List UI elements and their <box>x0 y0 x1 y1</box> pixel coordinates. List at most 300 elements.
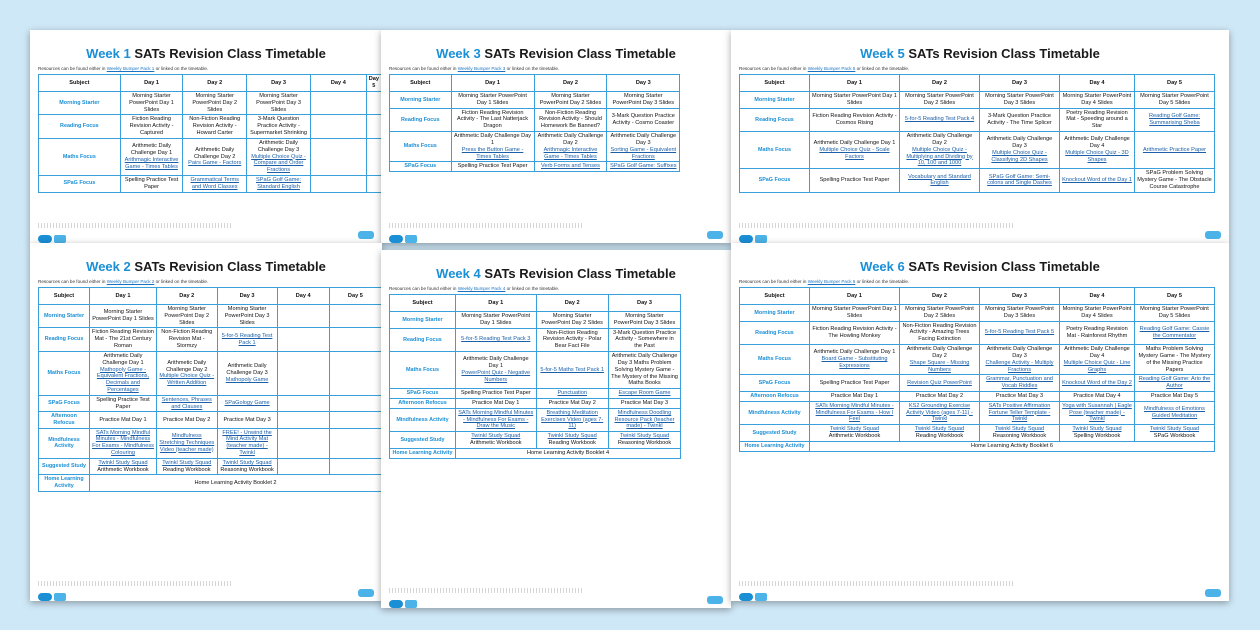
resource-link[interactable]: Grammar, Punctuation and Vocab Riddles <box>986 376 1053 390</box>
timetable-row <box>740 305 1215 322</box>
timetable-cell <box>980 391 1060 401</box>
row-label: Reading Focus <box>390 328 456 351</box>
row-label: Reading Focus <box>39 115 121 138</box>
resource-link[interactable]: Vocabulary and Standard English <box>908 173 971 187</box>
resource-link[interactable]: Verb Forms and Tenses <box>540 163 600 170</box>
timetable-cell <box>810 169 900 192</box>
bumper-pack-link[interactable]: Weekly Bumper Pack 6 <box>807 279 856 284</box>
resource-link[interactable]: Arithmagic Interactive Game - Times Tables <box>543 146 598 160</box>
timetable-row <box>390 352 731 389</box>
timetable-cell <box>183 92 247 115</box>
timetable-cell <box>900 345 980 375</box>
timetable-title <box>731 46 1229 61</box>
resource-link[interactable]: Mindfulness of Emotions Guided Meditation <box>1144 406 1205 419</box>
cell-text: Reading Workbook <box>548 440 596 446</box>
timetable-cell <box>156 395 217 412</box>
resource-link[interactable]: Twinkl Study Squad <box>914 426 965 433</box>
day-header: Day 2 <box>900 288 980 305</box>
cell-text: Morning Starter PowerPoint Day 1 Slides <box>92 309 154 323</box>
bumper-pack-link[interactable]: Weekly Bumper Pack 5 <box>807 66 856 71</box>
resource-link[interactable]: 5-for-5 Reading Test Pack 1 <box>221 332 273 346</box>
day-header: Day 1 <box>90 288 157 305</box>
timetable-cell <box>310 175 366 192</box>
header-row <box>390 295 731 312</box>
timetable-cell <box>534 162 607 172</box>
timetable-cell <box>900 375 980 392</box>
cell-text: Arithmetic Daily Challenge Day 1 <box>813 139 896 146</box>
timetable-cell <box>277 395 329 412</box>
row-label: Mindfulness Activity <box>39 428 90 458</box>
bumper-pack-link[interactable]: Weekly Bumper Pack 2 <box>106 279 155 284</box>
timetable-cell <box>217 305 277 328</box>
timetable-cell <box>1135 391 1215 401</box>
cell-text: Morning Starter PowerPoint Day 3 Slides <box>985 306 1054 319</box>
timetable-cell <box>451 108 534 131</box>
resource-link[interactable]: Board Game - Substituting Expressions <box>821 356 888 370</box>
resource-link[interactable]: 5-for-5 Reading Test Pack 3 <box>461 336 531 343</box>
cell-text: Poetry Reading Revision Mat - Rainforest Rhythm <box>1066 326 1128 339</box>
note-text-end: or linked on the timetable. <box>505 286 560 291</box>
row-label: Afternoon Refocus <box>390 398 456 408</box>
resource-link[interactable]: KS2 Grounding Exercise Activity Video (ages 7-11) - Twinkl <box>906 402 973 423</box>
cell-text: Morning Starter PowerPoint Day 1 Slides <box>129 93 174 113</box>
fine-print <box>389 588 582 593</box>
timetable-row <box>39 351 382 395</box>
day-header: Day 3 <box>247 75 311 92</box>
cell-text: Arithmetic Daily Challenge Day 3 <box>610 133 677 146</box>
timetable-cell <box>455 328 536 351</box>
cell-text: Non-Fiction Reading Revision Mat - Stormzy <box>161 329 213 350</box>
cell-text: SPaG Problem Solving Mystery Game - The Obstacle Course Catastrophe <box>1137 170 1212 190</box>
cell-text: Practice Mat Day 1 <box>99 416 147 423</box>
timetable-cell <box>247 115 311 138</box>
fine-print <box>38 223 232 228</box>
resource-link[interactable]: Pairs Game - Factors <box>188 160 242 167</box>
timetable-grid <box>389 74 731 172</box>
timetable-cell <box>608 352 680 389</box>
row-label: Maths Focus <box>39 351 90 395</box>
timetable-cell <box>900 401 980 424</box>
header-row <box>390 75 731 92</box>
timetable-row <box>740 169 1215 192</box>
cell-text: Arithmetic Daily Challenge Day 1 <box>454 133 532 146</box>
resource-link[interactable]: Grammatical Terms and Word Classes <box>190 176 239 190</box>
timetable-title <box>731 259 1229 274</box>
resource-link[interactable]: Multiple Choice Quiz - Multiplying and Dividing by 10, 100 and 1000 <box>906 146 973 167</box>
resource-link[interactable]: Sentences, Phrases and Clauses <box>161 396 212 410</box>
cell-text: 3-Mark Question Practice Activity - The Time Splicer <box>987 113 1052 126</box>
resource-link[interactable]: SPaG Golf Game: Standard English <box>256 176 302 190</box>
cell-text: Morning Starter PowerPoint Day 1 Slides <box>812 93 897 106</box>
timetable-cell <box>536 398 608 408</box>
timetable-cell <box>1060 401 1135 424</box>
brand-badge-icon <box>707 596 723 604</box>
cell-text: Morning Starter PowerPoint Day 1 Slides <box>461 313 531 326</box>
resource-link[interactable]: Sorting Game - Equivalent Fractions <box>610 146 677 160</box>
timetable-cell <box>980 169 1060 192</box>
timetable-cell <box>310 115 366 138</box>
subject-header: Subject <box>740 75 810 92</box>
timetable-cell <box>329 412 381 428</box>
bumper-pack-link[interactable]: Weekly Bumper Pack 1 <box>106 66 155 71</box>
cell-text: Practice Mat Day 1 <box>830 392 879 399</box>
cell-text: SPaG Workbook <box>1153 433 1196 439</box>
cell-text: Non-Fiction Reading Revision Activity - Amazing Trees Facing Extinction <box>902 322 977 343</box>
resource-link[interactable]: Twinkl Study Squad <box>829 426 880 433</box>
timetable-cell <box>90 458 157 475</box>
resources-note <box>38 66 382 71</box>
timetable-cell <box>608 389 680 399</box>
header-row <box>740 75 1215 92</box>
timetable-cell <box>451 132 534 162</box>
resource-link[interactable]: Twinkl Study Squad <box>222 459 272 466</box>
resource-link[interactable]: Reading Golf Game: Cassie the Commentator <box>1139 326 1210 339</box>
cell-text: Morning Starter PowerPoint Day 2 Slides <box>539 93 602 106</box>
timetable-cell <box>1135 375 1215 392</box>
timetable-cell <box>608 398 680 408</box>
timetable-cell <box>183 138 247 175</box>
timetable-cell <box>120 175 183 192</box>
resource-link[interactable]: Knockout Word of the Day 2 <box>1062 379 1132 386</box>
timetable-cell <box>247 138 311 175</box>
timetable-cell <box>1060 108 1135 131</box>
resource-link[interactable]: Challenge Activity - Multiply Fractions <box>985 359 1054 373</box>
timetable-row <box>39 428 382 458</box>
fine-print <box>739 581 1013 586</box>
day-header: Day 1 <box>455 295 536 312</box>
row-label: Suggested Study <box>39 458 90 475</box>
day-header: Day 5 <box>329 288 381 305</box>
timetable-row <box>39 175 382 192</box>
timetable-cell <box>607 108 680 131</box>
week-number: Week 5 <box>860 46 905 61</box>
resource-link[interactable]: Reading Golf Game: Summarising Sheba <box>1149 113 1200 126</box>
timetable-cell <box>900 321 980 344</box>
timetable-cell <box>455 352 536 389</box>
day-header: Day 3 <box>608 295 680 312</box>
cell-text: Morning Starter PowerPoint Day 3 Slides <box>224 306 270 326</box>
timetable-row <box>390 389 731 399</box>
resources-note <box>389 286 731 291</box>
resource-link[interactable]: Multiple Choice Quiz - 3D Shapes <box>1065 150 1129 163</box>
cell-text: Morning Starter PowerPoint Day 2 Slides <box>541 313 603 326</box>
resource-link[interactable]: FREE! - Unwind the Mind Activity Mat (teacher made) - Twinkl <box>222 429 272 456</box>
timetable-cell <box>980 132 1060 169</box>
resource-link[interactable]: Multiple Choice Quiz - Written Addition <box>159 373 215 387</box>
resource-link[interactable]: Twinkl Study Squad <box>619 433 670 440</box>
resource-link[interactable]: Mindfulness Doodling Resource Pack (teacher made) - Twinkl <box>614 409 675 430</box>
day-header: Day 3 <box>217 288 277 305</box>
cell-text: Practice Mat Day 3 <box>620 399 669 406</box>
brand-badge-icon <box>358 231 374 239</box>
resource-link[interactable]: Mathopoly Game - Equivalent Fractions, Decimals and Percentages <box>96 366 150 393</box>
brand-badge-icon <box>1205 231 1221 239</box>
cell-text: Spelling Practice Test Paper <box>460 390 531 397</box>
resource-link[interactable]: Twinkl Study Squad <box>1149 426 1200 433</box>
resource-link[interactable]: Twinkl Study Squad <box>98 459 148 466</box>
row-label: Morning Starter <box>740 305 810 322</box>
subject-header: Subject <box>390 75 452 92</box>
timetable-cell <box>247 175 311 192</box>
timetable-cell <box>607 162 680 172</box>
twinkl-logo-mark <box>38 235 52 243</box>
resource-link[interactable]: Yoga with Susannah | Eagle Pose (teacher made) - Twinkl <box>1062 402 1132 423</box>
cell-text: Fiction Reading Revision Activity - Cosmos Rising <box>812 113 897 126</box>
timetable-cell <box>810 401 900 424</box>
timetable-cell <box>536 312 608 329</box>
cell-text: Reasoning Workbook <box>992 433 1047 439</box>
resource-link[interactable]: 5-for-5 Reading Test Pack 4 <box>904 116 975 123</box>
twinkl-logo <box>38 588 68 597</box>
resource-link[interactable]: Multiple Choice Quiz - Compare and Order Fractions <box>251 153 306 174</box>
cell-text: Arithmetic Daily Challenge Day 3 <box>986 346 1053 359</box>
timetable-row <box>39 412 382 428</box>
timetable-cell <box>1060 132 1135 169</box>
cell-text: Arithmetic Daily Challenge Day 4 <box>1064 136 1130 150</box>
note-text-end: or linked on the timetable. <box>154 279 209 284</box>
cell-text: Reading Workbook <box>163 466 211 473</box>
cell-text: Arithmetic Daily Challenge Day 3 <box>986 136 1053 150</box>
cell-text: Morning Starter PowerPoint Day 2 Slides <box>192 93 238 113</box>
cell-text: 3-Mark Question Practice Activity - Supermarket Shrinking <box>250 116 307 137</box>
day-header: Day 2 <box>536 295 608 312</box>
timetable-cell <box>1060 391 1135 401</box>
timetable-cell <box>536 432 608 449</box>
timetable-row <box>390 398 731 408</box>
bumper-pack-link[interactable]: Weekly Bumper Pack 4 <box>457 286 506 291</box>
week-number: Week 2 <box>86 259 131 274</box>
cell-text: Non-Fiction Reading Revision Activity - Howard Carter <box>189 116 241 137</box>
resource-link[interactable]: Mindfulness Stretching Techniques Video (teacher made) <box>159 432 215 453</box>
timetable-cell <box>1060 345 1135 375</box>
twinkl-logo <box>389 230 419 239</box>
timetable-cell <box>310 138 366 175</box>
cell-text: Morning Starter PowerPoint Day 1 Slides <box>458 93 527 106</box>
twinkl-logo <box>739 588 769 597</box>
timetable-cell <box>329 328 381 351</box>
timetable-cell <box>90 351 157 395</box>
timetable-cell <box>451 162 534 172</box>
timetable-cell <box>1135 321 1215 344</box>
day-header: Day 2 <box>900 75 980 92</box>
timetable-row <box>39 328 382 351</box>
timetable-row <box>390 328 731 351</box>
timetable-cell <box>217 458 277 475</box>
row-label: Reading Focus <box>740 321 810 344</box>
timetable-cell <box>217 395 277 412</box>
timetable-title <box>30 259 382 274</box>
resource-link[interactable]: SPaG Golf Game: Suffixes <box>610 163 677 170</box>
timetable-cell <box>1135 108 1215 131</box>
resource-link[interactable]: SPaGology Game <box>224 400 270 407</box>
timetable-cell <box>536 389 608 399</box>
timetable-cell <box>534 108 607 131</box>
resource-link[interactable]: SPaG Golf Game: Semi-colons and Single Dashes <box>987 173 1052 187</box>
cell-text: Non-Fiction Reading Revision Activity - Polar Bear Fact File <box>542 329 602 350</box>
resource-link[interactable]: SATs Morning Mindful Minutes - Mindfulness For Exams - Mindfulness Colouring <box>92 429 154 456</box>
cell-text: Arithmetic Daily Challenge Day 2 <box>906 133 973 146</box>
timetable-cell <box>1135 425 1215 442</box>
note-text: Resources can be found either in <box>739 66 808 71</box>
timetable-cell <box>1135 169 1215 192</box>
timetable-week-1 <box>30 30 382 243</box>
timetable-grid <box>739 287 1215 452</box>
timetable-cell <box>156 305 217 328</box>
day-header: Day 4 <box>1060 75 1135 92</box>
resource-link[interactable]: Breathing Meditation Exercises Video (ages 7-11) <box>541 409 604 430</box>
timetable-cell <box>900 305 980 322</box>
week-number: Week 4 <box>436 266 481 281</box>
timetable-cell <box>120 92 183 115</box>
cell-text: Maths Problem Solving Mystery Game - The Mystery of the Missing Practice Papers <box>1138 346 1211 373</box>
resource-link[interactable]: Twinkl Study Squad <box>162 459 212 466</box>
timetable-cell <box>247 92 311 115</box>
resource-link[interactable]: SATs Positive Affirmation Fortune Teller Template - Twinkl <box>988 402 1051 423</box>
timetable-cell <box>607 132 680 162</box>
cell-text: Arithmetic Workbook <box>470 440 522 446</box>
timetable-grid <box>739 74 1215 193</box>
twinkl-logo <box>389 595 419 604</box>
timetable-cell <box>1060 375 1135 392</box>
resources-note <box>389 66 731 71</box>
timetable-row <box>740 441 1215 451</box>
resource-link[interactable]: PowerPoint Quiz - Negative Numbers <box>461 370 531 383</box>
timetable-row <box>39 115 382 138</box>
resource-link[interactable]: Multiple Choice Quiz - Scale Factors <box>819 146 890 160</box>
resource-link[interactable]: 5-for-5 Maths Test Pack 1 <box>540 366 605 373</box>
title-text: SATs Revision Class Timetable <box>480 266 676 281</box>
timetable-cell <box>1135 305 1215 322</box>
timetable-cell <box>980 425 1060 442</box>
day-header: Day 5 <box>1135 288 1215 305</box>
cell-text: Fiction Reading Revision Mat - The 21st Century Roman <box>92 329 154 350</box>
timetable-row <box>39 92 382 115</box>
header-row <box>740 288 1215 305</box>
fine-print <box>389 223 582 228</box>
row-label: Suggested Study <box>740 425 810 442</box>
resource-link[interactable]: SATs Morning Mindful Minutes - Mindfulness For Exams - How I Feel <box>815 402 894 423</box>
timetable-cell <box>329 428 381 458</box>
cell-text: Arithmetic Daily Challenge Day 2 <box>166 359 208 373</box>
row-label: Morning Starter <box>39 92 121 115</box>
day-header: Day 2 <box>534 75 607 92</box>
fine-print <box>38 581 232 586</box>
resource-link[interactable]: Arithmagic Interactive Game - Times Tables <box>124 156 179 170</box>
timetable-cell <box>183 115 247 138</box>
resource-link[interactable]: Reading Golf Game: Ario the Author <box>1138 376 1211 390</box>
resource-link[interactable]: Twinkl Study Squad <box>994 426 1045 433</box>
timetable-cell <box>156 351 217 395</box>
timetable-cell <box>810 132 900 169</box>
timetable-cell <box>217 328 277 351</box>
note-text: Resources can be found either in <box>38 66 107 71</box>
timetable-cell <box>329 458 381 475</box>
timetable-row <box>740 375 1215 392</box>
timetable-cell <box>1135 401 1215 424</box>
cell-text: Spelling Practice Test Paper <box>124 176 179 190</box>
cell-text: Reading Workbook <box>915 433 964 439</box>
timetable-row <box>740 391 1215 401</box>
timetable-week-3 <box>381 30 731 243</box>
cell-text: Practice Mat Day 2 <box>548 399 596 406</box>
twinkl-logo-mark <box>739 593 753 601</box>
resource-link[interactable]: Multiple Choice Quiz - Line Graphs <box>1063 359 1131 373</box>
note-text-end: or linked on the timetable. <box>855 66 910 71</box>
resource-link[interactable]: Knockout Word of the Day 1 <box>1062 176 1132 183</box>
study-squad-logo-mark <box>755 593 767 601</box>
home-learning-cell: Home Learning Activity Booklet 6 <box>810 441 1215 451</box>
resource-link[interactable]: Arithmetic Practice Paper <box>1142 146 1207 153</box>
cell-text: Practice Mat Day 4 <box>1073 392 1121 399</box>
resource-link[interactable]: 5-for-5 Reading Test Pack 5 <box>984 329 1055 336</box>
twinkl-logo-mark <box>389 600 403 608</box>
day-header: Day 5 <box>1135 75 1215 92</box>
timetable-row <box>740 345 1215 375</box>
timetable-cell <box>1135 132 1215 169</box>
timetable-cell <box>608 432 680 449</box>
day-header: Day 2 <box>183 75 247 92</box>
day-header: Day 4 <box>277 288 329 305</box>
timetable-row <box>390 132 731 162</box>
day-header: Day 3 <box>980 288 1060 305</box>
resource-link[interactable]: Multiple Choice Quiz - Classifying 2D Shapes <box>991 150 1048 163</box>
row-label: Morning Starter <box>39 305 90 328</box>
resource-link[interactable]: Twinkl Study Squad <box>547 433 597 440</box>
timetable-cell <box>810 391 900 401</box>
resource-link[interactable]: Punctuation <box>557 390 587 397</box>
row-label: SPaG Focus <box>740 375 810 392</box>
row-label: Reading Focus <box>390 108 452 131</box>
timetable-cell <box>980 92 1060 109</box>
cell-text: Morning Starter PowerPoint Day 3 Slides <box>985 93 1054 106</box>
resource-link[interactable]: Revision Quiz PowerPoint <box>907 379 972 386</box>
timetable-cell <box>455 432 536 449</box>
cell-text: Reasoning Workbook <box>220 466 274 473</box>
timetable-cell <box>900 132 980 169</box>
resource-link[interactable]: Press the Button Game - Times Tables <box>461 146 524 160</box>
timetable-cell <box>536 352 608 389</box>
timetable-cell <box>1060 425 1135 442</box>
timetable-cell <box>1060 321 1135 344</box>
resource-link[interactable]: Shape Square - Missing Numbers <box>909 359 970 373</box>
row-label: SPaG Focus <box>390 389 456 399</box>
timetable-cell <box>607 92 680 109</box>
week-number: Week 1 <box>86 46 131 61</box>
timetable-cell <box>455 312 536 329</box>
header-row <box>39 288 382 305</box>
timetable-row <box>39 458 382 475</box>
resource-link[interactable]: Mathopoly Game <box>225 376 269 383</box>
resource-link[interactable]: Twinkl Study Squad <box>471 433 521 440</box>
resource-link[interactable]: Twinkl Study Squad <box>1072 426 1122 433</box>
cell-text: Arithmetic Daily Challenge Day 3 Maths Problem Solving Mystery Game - The Mystery of the Missing Maths Books <box>611 353 678 387</box>
day-header: Day 1 <box>810 288 900 305</box>
brand-badge-icon <box>707 231 723 239</box>
resource-link[interactable]: SATs Morning Mindful Minutes - Mindfulness For Exams - Draw the Music <box>458 409 534 430</box>
note-text-end: or linked on the timetable. <box>855 279 910 284</box>
cell-text: Reasoning Workbook <box>617 440 672 446</box>
row-label: SPaG Focus <box>390 162 452 172</box>
timetable-cell <box>366 92 381 115</box>
home-learning-cell: Home Learning Activity Booklet 2 <box>90 475 382 491</box>
timetable-row <box>390 448 731 458</box>
resource-link[interactable]: Escape Room Game <box>618 390 671 397</box>
cell-text: Morning Starter PowerPoint Day 5 Slides <box>1140 306 1209 319</box>
cell-text: Arithmetic Daily Challenge Day 2 <box>906 346 973 359</box>
bumper-pack-link[interactable]: Weekly Bumper Pack 3 <box>457 66 506 71</box>
note-text: Resources can be found either in <box>739 279 808 284</box>
timetable-cell <box>120 138 183 175</box>
